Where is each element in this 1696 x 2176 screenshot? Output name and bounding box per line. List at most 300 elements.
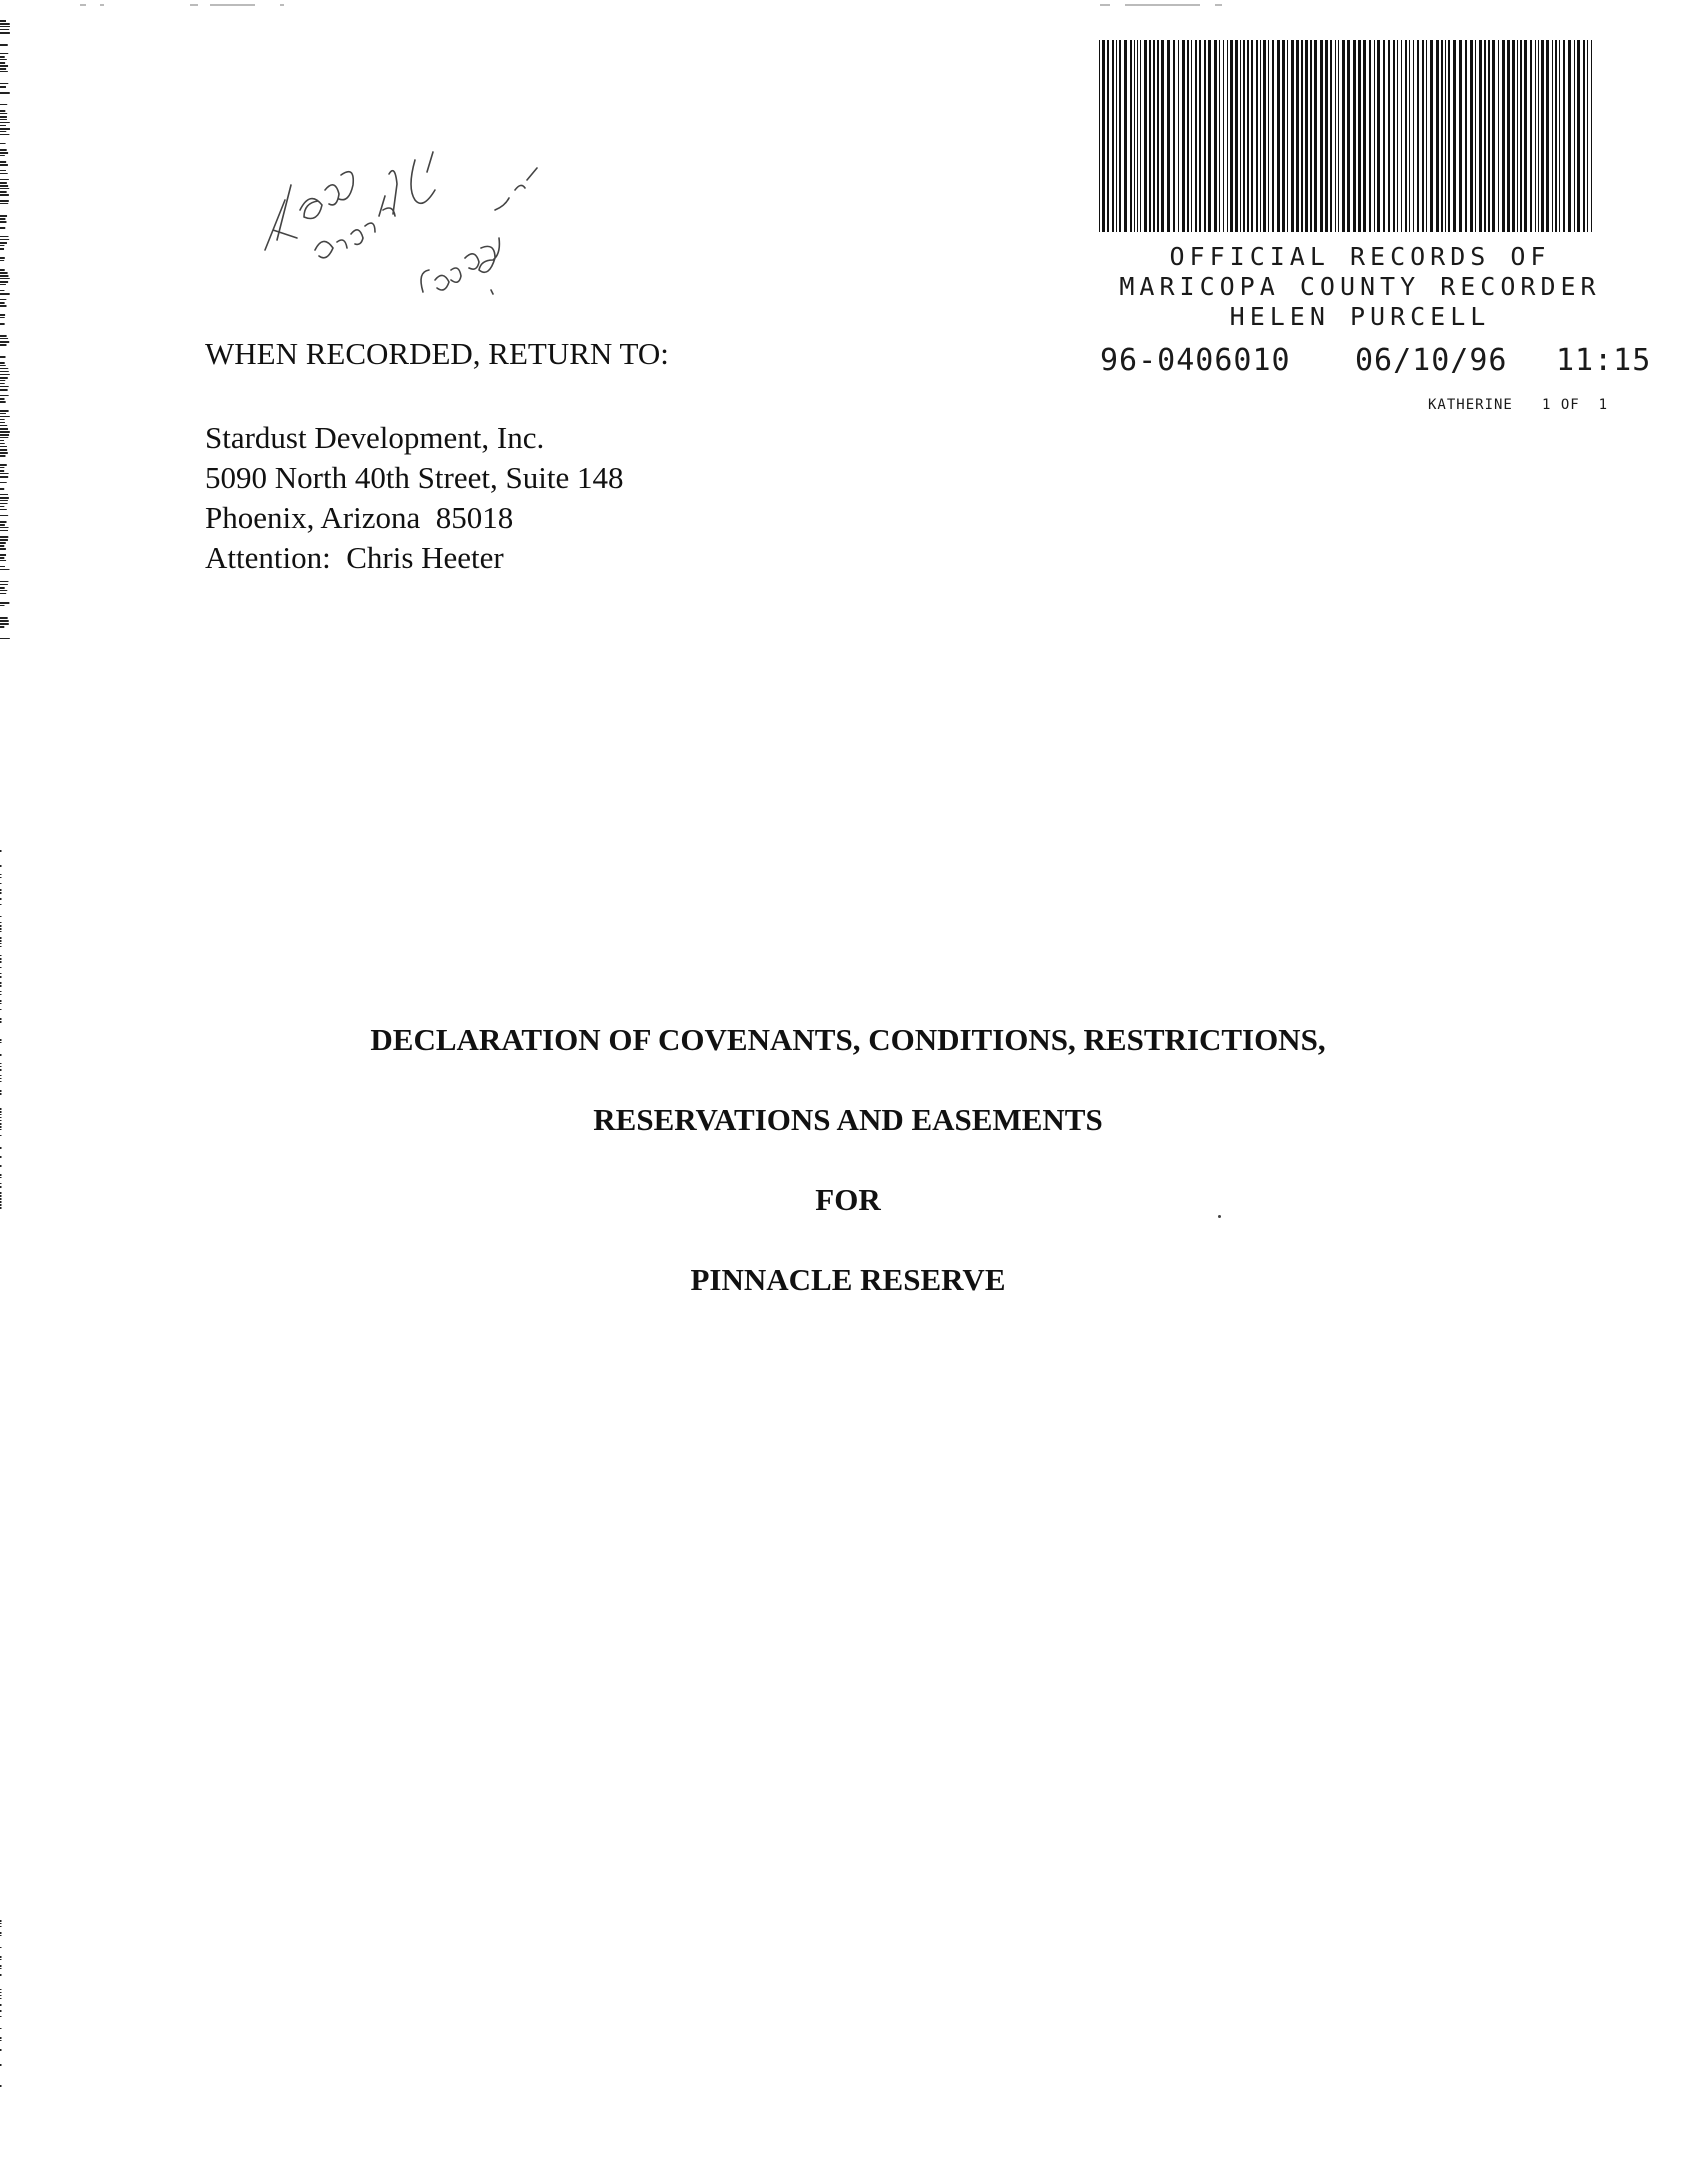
scan-mark — [0, 284, 6, 285]
scan-mark — [0, 623, 9, 625]
scan-mark — [0, 302, 5, 304]
scan-mark — [0, 440, 4, 441]
scan-mark — [0, 1156, 2, 1158]
barcode-bar — [1401, 40, 1402, 232]
barcode-bar — [1314, 40, 1317, 232]
scan-mark — [0, 317, 5, 318]
scan-mark — [0, 371, 9, 372]
barcode-bar — [1230, 40, 1233, 232]
scan-mark — [0, 2004, 2, 2006]
recorder-line-county: MARICOPA COUNTY RECORDER — [1119, 272, 1601, 301]
scan-mark — [0, 92, 10, 94]
scan-mark — [0, 449, 7, 451]
barcode-bar — [1369, 40, 1371, 232]
recording-page-count: 1 OF 1 — [1542, 397, 1609, 413]
scan-mark — [0, 476, 8, 478]
scan-mark — [0, 898, 2, 900]
barcode-bar — [1204, 40, 1206, 232]
scan-mark — [0, 1974, 2, 1976]
barcode-bar — [1591, 40, 1592, 232]
scan-mark — [0, 110, 5, 112]
scan-mark — [0, 617, 8, 619]
barcode-bar — [1301, 40, 1303, 232]
barcode-bar — [1338, 40, 1339, 232]
barcode-bar — [1247, 40, 1249, 232]
scan-mark — [0, 973, 2, 974]
scan-mark — [0, 1009, 2, 1010]
barcode-bar — [1393, 40, 1395, 232]
barcode-bar — [1240, 40, 1241, 232]
scan-mark — [0, 185, 8, 187]
scan-mark — [0, 940, 2, 942]
return-address — [205, 418, 623, 578]
barcode-bar — [1305, 40, 1308, 232]
scan-mark — [0, 293, 10, 295]
scan-mark — [0, 290, 4, 291]
scan-mark — [0, 194, 9, 196]
barcode-bar — [1178, 40, 1179, 232]
barcode-bar — [1153, 40, 1155, 232]
scan-mark — [0, 928, 2, 930]
barcode-bar — [1524, 40, 1527, 232]
barcode-bar — [1541, 40, 1544, 232]
barcode-bar — [1124, 40, 1127, 232]
barcode-bar — [1583, 40, 1585, 232]
recording-time: 11:15 — [1556, 343, 1652, 378]
scan-mark — [0, 488, 4, 490]
scan-mark — [0, 509, 7, 510]
scan-mark — [0, 1003, 2, 1004]
scan-mark — [0, 152, 8, 154]
scan-mark — [0, 536, 8, 538]
scan-edge-artifact-bottom — [0, 1920, 8, 2090]
scan-mark — [0, 943, 2, 944]
barcode-bar — [1235, 40, 1238, 232]
scan-mark — [0, 994, 2, 995]
scan-mark — [0, 1989, 2, 1990]
scan-mark — [0, 188, 9, 189]
barcode-bar — [1251, 40, 1253, 232]
scan-mark — [0, 425, 7, 426]
scan-mark — [0, 257, 5, 259]
scan-mark — [0, 149, 7, 151]
barcode-bar — [1182, 40, 1185, 232]
scan-mark — [0, 53, 8, 54]
scan-mark — [0, 1165, 2, 1167]
barcode-bar — [1538, 40, 1539, 232]
scan-mark — [0, 581, 8, 582]
scan-mark — [0, 335, 7, 337]
scan-mark — [0, 215, 7, 217]
barcode-bar — [1383, 40, 1385, 232]
scan-mark — [0, 62, 5, 64]
scan-mark — [0, 59, 7, 60]
recorder-stamp — [1070, 242, 1650, 332]
scan-mark — [0, 593, 6, 594]
barcode-bar — [1555, 40, 1557, 232]
scan-mark — [0, 500, 8, 501]
scan-mark — [0, 545, 4, 547]
barcode-bar — [1441, 40, 1443, 232]
scan-mark — [0, 539, 8, 541]
scan-mark — [0, 131, 6, 132]
title-line-1: DECLARATION OF COVENANTS, CONDITIONS, RESTRICTIONS, — [370, 1022, 1326, 1057]
barcode-bar — [1417, 40, 1419, 232]
scan-mark — [0, 892, 2, 894]
barcode-bar — [1459, 40, 1462, 232]
barcode-bar — [1465, 40, 1467, 232]
barcode-bar — [1422, 40, 1424, 232]
barcode-bar — [1430, 40, 1433, 232]
scan-mark — [0, 356, 5, 358]
scan-mark — [0, 1998, 2, 1999]
scan-mark — [0, 569, 9, 570]
scan-edge-artifact — [0, 20, 10, 640]
barcode-bar — [1563, 40, 1565, 232]
scan-mark — [0, 991, 2, 992]
address-city: Phoenix, Arizona 85018 — [205, 500, 514, 535]
scan-mark — [0, 982, 2, 984]
barcode-bar — [1219, 40, 1220, 232]
scan-mark — [0, 401, 6, 403]
barcode-bar — [1377, 40, 1380, 232]
scan-artifact-top — [80, 0, 1680, 10]
barcode-bar — [1342, 40, 1345, 232]
scan-mark — [0, 877, 2, 878]
scan-mark — [0, 377, 8, 379]
scan-mark — [0, 446, 7, 447]
barcode-bar — [1448, 40, 1450, 232]
scan-mark — [0, 584, 8, 585]
barcode-bar — [1223, 40, 1224, 232]
scan-mark — [0, 1000, 2, 1002]
barcode-bar — [1282, 40, 1285, 232]
barcode-bar — [1488, 40, 1490, 232]
barcode-bar — [1214, 40, 1217, 232]
scan-mark — [0, 455, 5, 457]
scan-mark — [0, 44, 8, 46]
scan-mark — [0, 368, 8, 369]
scan-mark — [0, 272, 8, 274]
scan-mark — [0, 221, 6, 223]
scan-mark — [0, 1947, 2, 1948]
barcode-bar — [1130, 40, 1132, 232]
scan-mark — [0, 422, 5, 423]
barcode-bar — [1199, 40, 1201, 232]
scan-mark — [0, 889, 2, 891]
scan-mark — [0, 467, 4, 468]
scan-mark — [0, 245, 4, 246]
scan-mark — [0, 23, 10, 25]
barcode-bar — [1546, 40, 1549, 232]
scan-mark — [0, 134, 9, 135]
scan-mark — [0, 275, 8, 277]
barcode-bar — [1535, 40, 1536, 232]
scan-mark — [0, 374, 10, 375]
scan-mark — [0, 104, 7, 105]
scan-mark — [0, 383, 5, 384]
scan-mark — [0, 2064, 2, 2066]
scan-mark — [0, 1923, 2, 1924]
scan-mark — [0, 874, 2, 875]
barcode-bar — [1173, 40, 1175, 232]
barcode-bar — [1187, 40, 1189, 232]
scan-mark — [0, 931, 2, 932]
address-street: 5090 North 40th Street, Suite 148 — [205, 460, 624, 495]
recorder-line-name: HELEN PURCELL — [1229, 302, 1491, 331]
scan-mark — [0, 1075, 2, 1076]
recording-number: 96-0406010 — [1100, 343, 1291, 378]
title-line-4: PINNACLE RESERVE — [690, 1262, 1006, 1297]
barcode-bar — [1291, 40, 1294, 232]
barcode-bar — [1277, 40, 1280, 232]
barcode-bar — [1453, 40, 1456, 232]
scan-mark — [0, 1992, 2, 1993]
scan-mark — [0, 398, 5, 400]
barcode-bar — [1167, 40, 1170, 232]
barcode-bar — [1530, 40, 1532, 232]
barcode-bar — [1134, 40, 1135, 232]
barcode-bar — [1137, 40, 1138, 232]
barcode-bar — [1574, 40, 1575, 232]
barcode-bar — [1161, 40, 1164, 232]
scan-mark — [0, 236, 9, 237]
scan-mark — [0, 1174, 2, 1176]
scan-mark — [0, 620, 9, 622]
scan-speck — [1218, 1215, 1221, 1218]
barcode-bar — [1099, 40, 1100, 232]
barcode-bar — [1353, 40, 1356, 232]
scan-mark — [0, 218, 5, 220]
scan-mark — [0, 380, 5, 381]
scan-mark — [0, 494, 8, 495]
scan-mark — [0, 554, 6, 556]
scan-mark — [0, 83, 8, 84]
scan-mark — [0, 1968, 2, 1969]
scan-mark — [0, 389, 8, 391]
scan-mark — [0, 164, 8, 166]
scan-mark — [0, 344, 6, 346]
recorder-line-official: OFFICIAL RECORDS OF — [1169, 242, 1551, 271]
barcode-bar — [1256, 40, 1258, 232]
scan-mark — [0, 1018, 2, 1020]
scan-mark — [0, 227, 5, 229]
scan-mark — [0, 587, 5, 589]
scan-mark — [0, 143, 6, 144]
scan-mark — [0, 179, 9, 180]
barcode-bar — [1347, 40, 1350, 232]
scan-mark — [0, 182, 7, 184]
barcode-bar — [1330, 40, 1332, 232]
scan-mark — [0, 71, 8, 72]
scan-mark — [0, 1069, 2, 1071]
scan-mark — [0, 428, 8, 430]
scan-mark — [0, 116, 7, 118]
scan-mark — [0, 395, 9, 396]
scan-mark — [0, 452, 8, 454]
scan-mark — [0, 65, 8, 67]
barcode-bar — [1388, 40, 1390, 232]
scan-mark — [0, 638, 10, 639]
scan-mark — [0, 1093, 2, 1095]
scan-mark — [0, 200, 9, 202]
barcode-bar — [1517, 40, 1518, 232]
scan-mark — [0, 56, 5, 58]
recording-date: 06/10/96 — [1355, 343, 1508, 378]
scan-mark — [0, 1147, 2, 1149]
scan-mark — [0, 1995, 2, 1996]
barcode-bar — [1191, 40, 1192, 232]
barcode-bar — [1484, 40, 1486, 232]
handwritten-note — [255, 130, 575, 320]
scan-mark — [0, 299, 6, 300]
scan-mark — [0, 850, 2, 852]
scan-mark — [0, 155, 5, 156]
scan-mark — [0, 128, 10, 130]
scan-mark — [0, 314, 5, 316]
scan-mark — [0, 278, 10, 279]
scan-mark — [0, 26, 10, 27]
scan-mark — [0, 269, 5, 271]
scan-mark — [0, 524, 5, 526]
barcode-bar — [1320, 40, 1323, 232]
scan-mark — [0, 883, 2, 884]
barcode-bar — [1405, 40, 1407, 232]
scan-mark — [0, 113, 7, 114]
scan-mark — [0, 464, 7, 466]
barcode-bar — [1568, 40, 1571, 232]
scan-mark — [0, 1920, 2, 1922]
scan-mark — [0, 515, 8, 516]
scan-mark — [0, 437, 8, 438]
barcode-bar — [1587, 40, 1588, 232]
scan-mark — [0, 1926, 2, 1927]
address-company: Stardust Development, Inc. — [205, 420, 545, 455]
scan-mark — [0, 1956, 2, 1958]
barcode-bar — [1107, 40, 1109, 232]
scan-mark — [0, 602, 9, 604]
scan-mark — [0, 626, 4, 628]
return-to-heading: WHEN RECORDED, RETURN TO: — [205, 336, 669, 371]
scan-mark — [0, 2016, 2, 2017]
barcode-bar — [1268, 40, 1269, 232]
scan-mark — [0, 281, 8, 283]
barcode-bar — [1263, 40, 1266, 232]
scan-mark — [0, 431, 10, 433]
scan-mark — [0, 416, 10, 417]
scan-mark — [0, 161, 6, 163]
barcode-bar — [1479, 40, 1482, 232]
scan-mark — [0, 530, 8, 531]
barcode-bar — [1475, 40, 1476, 232]
barcode-bar — [1374, 40, 1375, 232]
scan-mark — [0, 1965, 2, 1967]
scan-mark — [0, 1959, 2, 1960]
scan-mark — [0, 125, 6, 126]
barcode-bar — [1157, 40, 1159, 232]
barcode-bar — [1227, 40, 1228, 232]
barcode-bar — [1102, 40, 1105, 232]
scan-mark — [0, 482, 7, 483]
scan-mark — [0, 1066, 2, 1067]
barcode-bar — [1397, 40, 1398, 232]
scan-mark — [0, 2028, 2, 2029]
barcode-bar — [1498, 40, 1499, 232]
scan-mark — [0, 946, 2, 947]
scan-mark — [0, 961, 2, 963]
recording-clerk: KATHERINE — [1428, 397, 1513, 413]
scan-mark — [0, 2085, 2, 2087]
title-line-2: RESERVATIONS AND EASEMENTS — [593, 1102, 1103, 1137]
barcode-bar — [1335, 40, 1336, 232]
scan-mark — [0, 566, 5, 567]
barcode-bar — [1363, 40, 1366, 232]
barcode-bar — [1140, 40, 1141, 232]
barcode-bar — [1436, 40, 1439, 232]
scan-mark — [0, 1078, 2, 1079]
scan-mark — [0, 260, 4, 261]
scan-mark — [0, 410, 9, 412]
scan-mark — [0, 925, 2, 927]
barcode-bar — [1502, 40, 1505, 232]
barcode-bar — [1520, 40, 1522, 232]
scan-mark — [0, 976, 2, 978]
barcode-bar — [1243, 40, 1245, 232]
scan-mark — [0, 419, 5, 420]
scan-mark — [0, 248, 4, 250]
scan-mark — [0, 1932, 2, 1934]
scan-mark — [0, 605, 4, 606]
scan-mark — [0, 239, 9, 240]
scan-mark — [0, 242, 7, 244]
scan-mark — [0, 119, 7, 120]
barcode-bar — [1260, 40, 1261, 232]
scan-mark — [0, 865, 2, 867]
scan-mark — [0, 521, 7, 523]
barcode-bar — [1445, 40, 1446, 232]
scan-mark — [0, 68, 6, 70]
barcode-bar — [1144, 40, 1147, 232]
scan-mark — [0, 937, 2, 939]
scan-mark — [0, 170, 6, 171]
scan-mark — [0, 985, 2, 987]
scan-mark — [0, 527, 9, 528]
barcode-bar — [1208, 40, 1211, 232]
scan-mark — [0, 305, 7, 307]
barcode-bar — [1112, 40, 1114, 232]
barcode-bar — [1507, 40, 1510, 232]
scan-mark — [0, 470, 4, 472]
barcode-bar — [1577, 40, 1580, 232]
barcode-bar — [1149, 40, 1151, 232]
scan-mark — [0, 955, 2, 956]
scan-mark — [0, 32, 10, 34]
scan-mark — [0, 173, 8, 174]
scan-mark — [0, 386, 9, 387]
barcode-bar — [1358, 40, 1361, 232]
scan-mark — [0, 1935, 2, 1936]
scan-mark — [0, 20, 6, 22]
scan-mark — [0, 497, 9, 499]
scan-mark — [0, 413, 6, 414]
barcode-bar — [1470, 40, 1473, 232]
barcode-bar — [1512, 40, 1515, 232]
scan-mark — [0, 323, 5, 325]
scan-mark — [0, 2010, 2, 2012]
title-line-3: FOR — [815, 1182, 881, 1217]
address-attention: Attention: Chris Heeter — [205, 540, 504, 575]
scan-mark — [0, 967, 2, 968]
